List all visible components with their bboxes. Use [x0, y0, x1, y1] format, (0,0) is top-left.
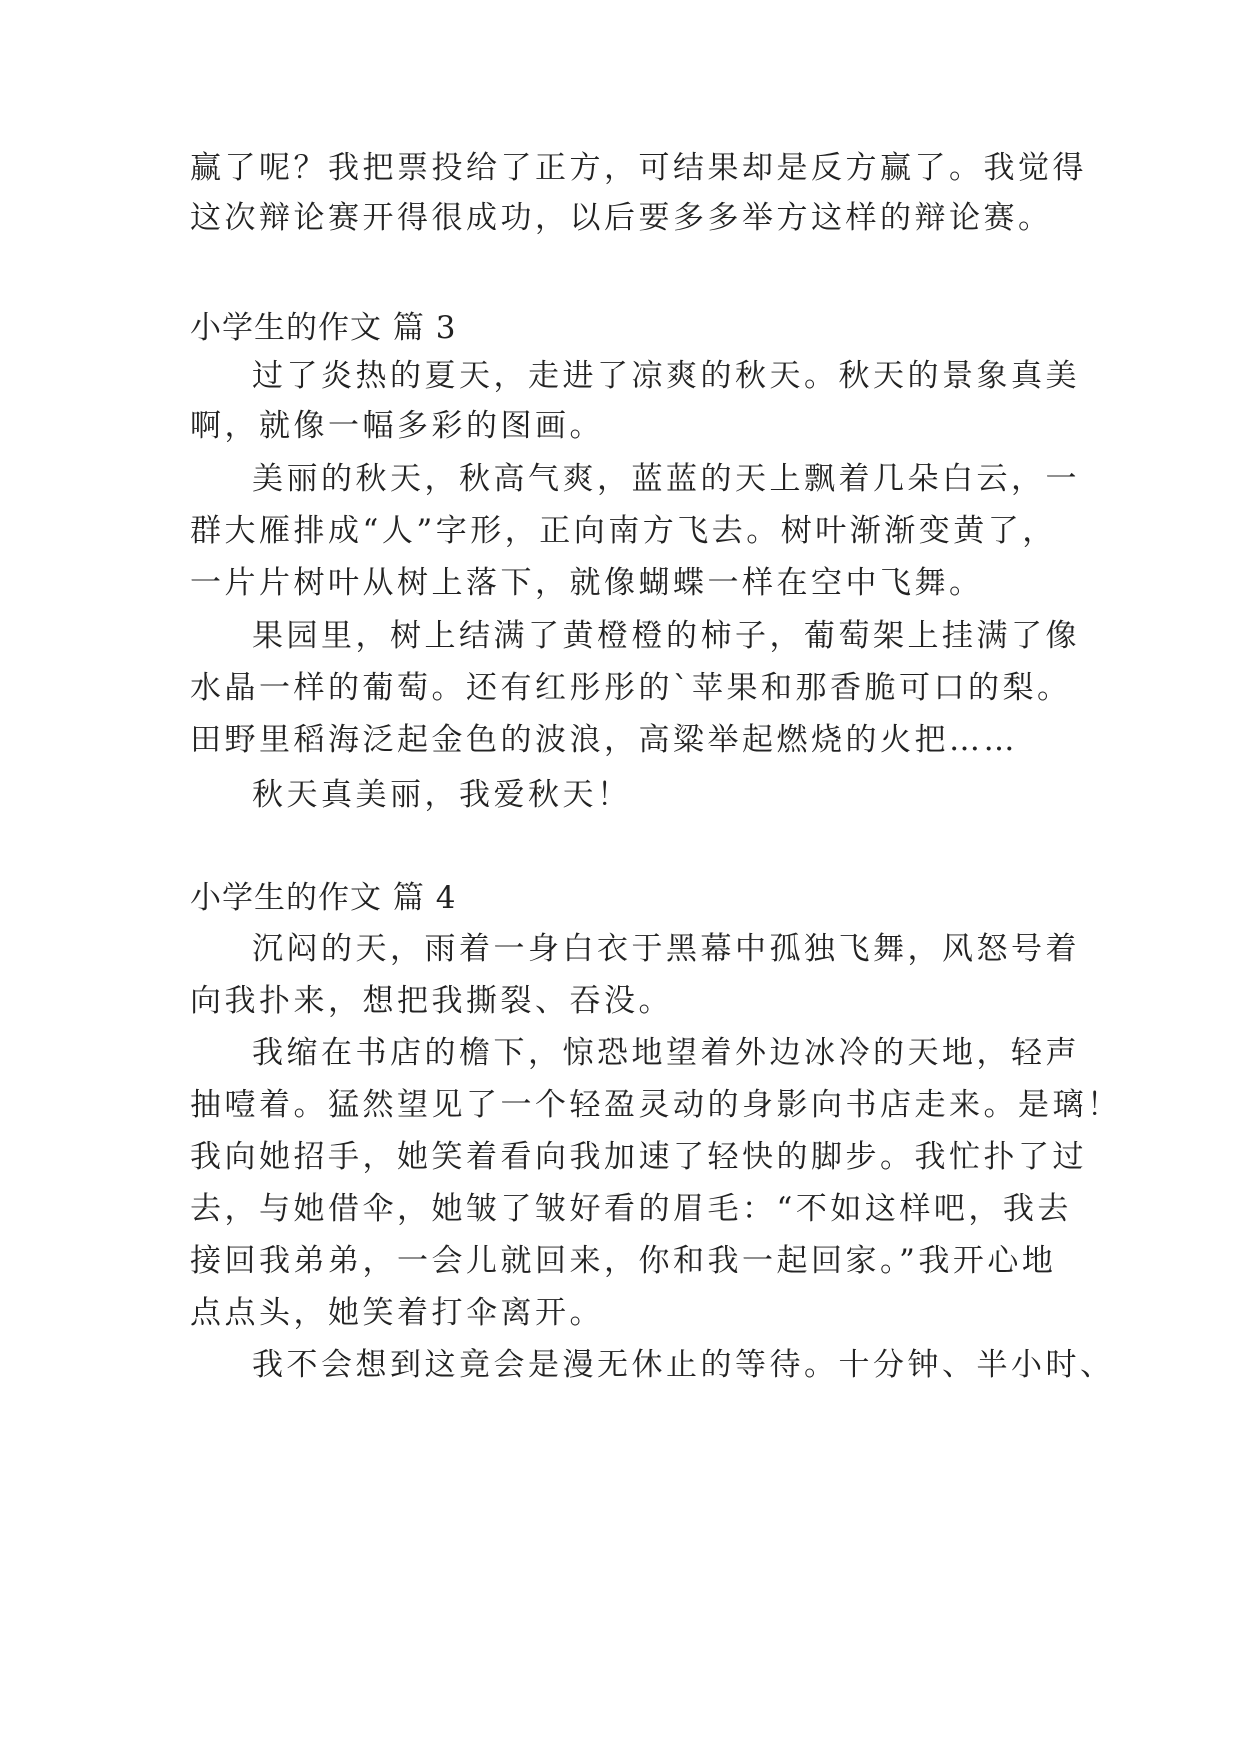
paragraph-line: 美丽的秋天，秋高气爽，蓝蓝的天上飘着几朵白云，一	[252, 461, 1080, 497]
paragraph-line: 秋天真美丽，我爱秋天！	[252, 777, 632, 813]
paragraph-line: 过了炎热的夏天，走进了凉爽的秋天。秋天的景象真美	[252, 358, 1080, 394]
paragraph-line: 点点头，她笑着打伞离开。	[190, 1295, 604, 1331]
paragraph-line: 群大雁排成“人”字形，正向南方飞去。树叶渐渐变黄了，	[190, 513, 1057, 549]
paragraph-line: 我向她招手，她笑着看向我加速了轻快的脚步。我忙扑了过	[190, 1139, 1087, 1175]
paragraph-line: 向我扑来，想把我撕裂、吞没。	[190, 983, 673, 1019]
section-heading: 小学生的作文 篇 3	[190, 310, 457, 346]
paragraph-line: 抽噎着。猛然望见了一个轻盈灵动的身影向书店走来。是璃！	[190, 1087, 1122, 1123]
paragraph-line: 我缩在书店的檐下，惊恐地望着外边冰冷的天地，轻声	[252, 1035, 1080, 1071]
paragraph-line: 赢了呢？我把票投给了正方，可结果却是反方赢了。我觉得	[190, 150, 1087, 186]
paragraph-line: 啊，就像一幅多彩的图画。	[190, 408, 604, 444]
paragraph-line: 果园里，树上结满了黄橙橙的柿子，葡萄架上挂满了像	[252, 618, 1080, 654]
paragraph-line: 接回我弟弟，一会儿就回来，你和我一起回家。”我开心地	[190, 1243, 1057, 1279]
paragraph-line: 一片片树叶从树上落下，就像蝴蝶一样在空中飞舞。	[190, 565, 984, 601]
paragraph-line: 田野里稻海泛起金色的波浪，高粱举起燃烧的火把……	[190, 722, 1018, 758]
paragraph-line: 这次辩论赛开得很成功，以后要多多举方这样的辩论赛。	[190, 200, 1053, 236]
paragraph-line: 我不会想到这竟会是漫无休止的等待。十分钟、半小时、	[252, 1347, 1115, 1383]
paragraph-line: 沉闷的天，雨着一身白衣于黑幕中孤独飞舞，风怒号着	[252, 931, 1080, 967]
section-heading: 小学生的作文 篇 4	[190, 880, 457, 916]
paragraph-line: 水晶一样的葡萄。还有红彤彤的`苹果和那香脆可口的梨。	[190, 670, 1072, 706]
paragraph-line: 去，与她借伞，她皱了皱好看的眉毛：“不如这样吧，我去	[190, 1191, 1072, 1227]
